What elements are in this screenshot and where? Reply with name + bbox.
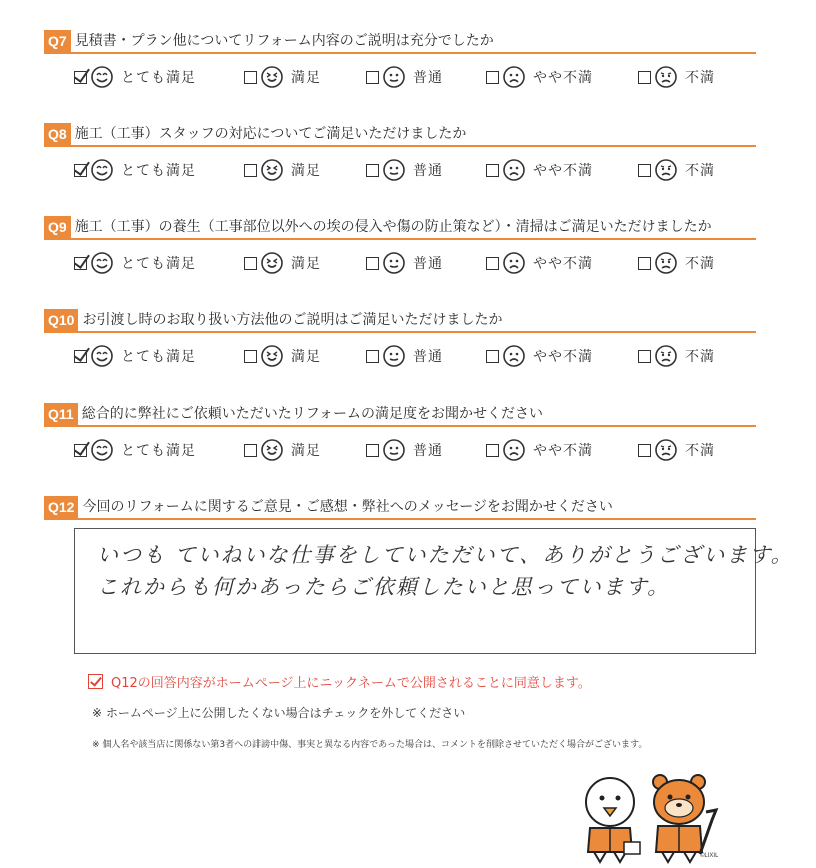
question-q7 xyxy=(44,28,756,92)
rating-checkbox[interactable] xyxy=(638,444,651,457)
rating-option[interactable] xyxy=(74,62,196,92)
rating-option-label: とても満足 xyxy=(121,349,196,365)
somewhat-dissatisfied-face-icon xyxy=(503,345,525,367)
rating-option-label: 不満 xyxy=(685,443,715,459)
handwritten-answer-line-2: これからも何かあったらご依頼したいと思っています。 xyxy=(97,575,671,599)
rating-options xyxy=(44,341,756,371)
rating-checkbox[interactable] xyxy=(638,164,651,177)
question-text: 見積書・プラン他についてリフォーム内容のご説明は充分でしたか xyxy=(74,33,494,49)
rating-checkbox[interactable] xyxy=(366,164,379,177)
very-satisfied-face-icon xyxy=(91,66,113,88)
consent-checkbox[interactable] xyxy=(88,674,103,689)
rating-option[interactable] xyxy=(486,341,593,371)
somewhat-dissatisfied-face-icon xyxy=(503,66,525,88)
neutral-face-icon xyxy=(383,252,405,274)
rating-option[interactable] xyxy=(74,435,196,465)
satisfied-face-icon xyxy=(261,159,283,181)
question-header xyxy=(44,494,756,520)
rating-option[interactable] xyxy=(244,248,321,278)
note-opt-out: ※ ホームページ上に公開したくない場合はチェックを外してください xyxy=(92,706,466,720)
rating-option[interactable] xyxy=(366,435,443,465)
rating-option-label: とても満足 xyxy=(121,163,196,179)
rating-option-label: 普通 xyxy=(413,256,443,272)
rating-option[interactable] xyxy=(486,155,593,185)
rating-checkbox[interactable] xyxy=(74,71,87,84)
question-q8 xyxy=(44,121,756,185)
neutral-face-icon xyxy=(383,345,405,367)
rating-option[interactable] xyxy=(244,341,321,371)
question-number-badge: Q11 xyxy=(44,403,78,425)
rating-option[interactable] xyxy=(74,248,196,278)
rating-checkbox[interactable] xyxy=(74,350,87,363)
rating-option-label: やや不満 xyxy=(533,443,593,459)
very-satisfied-face-icon xyxy=(91,345,113,367)
rating-checkbox[interactable] xyxy=(366,257,379,270)
rating-option[interactable] xyxy=(366,248,443,278)
dissatisfied-face-icon xyxy=(655,345,677,367)
dissatisfied-face-icon xyxy=(655,439,677,461)
rating-option-label: 満足 xyxy=(291,349,321,365)
rating-options xyxy=(44,248,756,278)
rating-option-label: やや不満 xyxy=(533,349,593,365)
question-header xyxy=(44,214,756,240)
rating-checkbox[interactable] xyxy=(366,71,379,84)
rating-checkbox[interactable] xyxy=(638,71,651,84)
rating-option[interactable] xyxy=(244,155,321,185)
rating-option-label: 普通 xyxy=(413,70,443,86)
rating-option-label: 満足 xyxy=(291,443,321,459)
rating-option[interactable] xyxy=(74,341,196,371)
rating-option[interactable] xyxy=(486,248,593,278)
rating-option[interactable] xyxy=(638,62,715,92)
question-text: お引渡し時のお取り扱い方法他のご説明はご満足いただけましたか xyxy=(82,312,503,328)
question-text: 施工（工事）の養生（工事部位以外への埃の侵入や傷の防止策など）・清掃はご満足いただけましたか xyxy=(74,219,712,235)
dissatisfied-face-icon xyxy=(655,159,677,181)
rating-option[interactable] xyxy=(486,62,593,92)
rating-checkbox[interactable] xyxy=(74,257,87,270)
very-satisfied-face-icon xyxy=(91,159,113,181)
bird-mascot xyxy=(586,778,640,862)
dissatisfied-face-icon xyxy=(655,252,677,274)
rating-option[interactable] xyxy=(486,435,593,465)
rating-checkbox[interactable] xyxy=(638,350,651,363)
question-q11 xyxy=(44,401,756,465)
note-deletion-policy: ※ 個人名や該当店に関係ない第3者への誹謗中傷、事実と異なる内容であった場合は、コメントを削除させていただく場合がございます。 xyxy=(92,740,648,750)
question-number-badge: Q10 xyxy=(44,309,78,331)
rating-checkbox[interactable] xyxy=(366,350,379,363)
rating-checkbox[interactable] xyxy=(366,444,379,457)
rating-option-label: 満足 xyxy=(291,256,321,272)
rating-option-label: 不満 xyxy=(685,163,715,179)
rating-checkbox[interactable] xyxy=(244,164,257,177)
question-text: 今回のリフォームに関するご意見・ご感想・弊社へのメッセージをお聞かせください xyxy=(82,499,613,515)
dissatisfied-face-icon xyxy=(655,66,677,88)
rating-option-label: 満足 xyxy=(291,70,321,86)
bear-mascot xyxy=(653,775,719,862)
satisfied-face-icon xyxy=(261,66,283,88)
neutral-face-icon xyxy=(383,159,405,181)
very-satisfied-face-icon xyxy=(91,252,113,274)
rating-option-label: 普通 xyxy=(413,443,443,459)
somewhat-dissatisfied-face-icon xyxy=(503,159,525,181)
somewhat-dissatisfied-face-icon xyxy=(503,252,525,274)
rating-option-label: とても満足 xyxy=(121,256,196,272)
question-header xyxy=(44,121,756,147)
rating-option[interactable] xyxy=(244,62,321,92)
lixil-copyright: ©LIXIL xyxy=(700,853,719,859)
rating-option-label: 普通 xyxy=(413,163,443,179)
question-header xyxy=(44,401,756,427)
rating-option-label: とても満足 xyxy=(121,443,196,459)
rating-options xyxy=(44,62,756,92)
rating-checkbox[interactable] xyxy=(244,257,257,270)
satisfied-face-icon xyxy=(261,439,283,461)
rating-option[interactable] xyxy=(366,341,443,371)
rating-checkbox[interactable] xyxy=(244,71,257,84)
rating-option[interactable] xyxy=(638,155,715,185)
rating-checkbox[interactable] xyxy=(638,257,651,270)
question-number-badge: Q9 xyxy=(44,216,71,238)
question-q10 xyxy=(44,307,756,371)
rating-option[interactable] xyxy=(638,248,715,278)
rating-checkbox[interactable] xyxy=(244,350,257,363)
rating-checkbox[interactable] xyxy=(74,164,87,177)
somewhat-dissatisfied-face-icon xyxy=(503,439,525,461)
consent-text: Q12の回答内容がホームページ上にニックネームで公開されることに同意します。 xyxy=(111,676,591,691)
neutral-face-icon xyxy=(383,439,405,461)
rating-checkbox[interactable] xyxy=(486,444,499,457)
rating-checkbox[interactable] xyxy=(486,71,499,84)
question-text: 総合的に弊社にご依頼いただいたリフォームの満足度をお聞かせください xyxy=(81,406,544,422)
rating-option-label: とても満足 xyxy=(121,70,196,86)
rating-option-label: 満足 xyxy=(291,163,321,179)
very-satisfied-face-icon xyxy=(91,439,113,461)
rating-checkbox[interactable] xyxy=(74,444,87,457)
comment-textarea[interactable] xyxy=(74,528,794,654)
rating-option-label: やや不満 xyxy=(533,70,593,86)
rating-option-label: やや不満 xyxy=(533,163,593,179)
satisfied-face-icon xyxy=(261,252,283,274)
consent-row xyxy=(88,672,591,691)
rating-option[interactable] xyxy=(366,62,443,92)
rating-options xyxy=(44,155,756,185)
question-number-badge: Q8 xyxy=(44,123,71,145)
rating-option[interactable] xyxy=(638,341,715,371)
rating-option[interactable] xyxy=(244,435,321,465)
question-q12 xyxy=(44,494,756,520)
rating-options xyxy=(44,435,756,465)
question-header xyxy=(44,28,756,54)
rating-option-label: 不満 xyxy=(685,349,715,365)
rating-checkbox[interactable] xyxy=(486,350,499,363)
question-text: 施工（工事）スタッフの対応についてご満足いただけましたか xyxy=(74,126,467,142)
satisfied-face-icon xyxy=(261,345,283,367)
rating-option-label: 不満 xyxy=(685,70,715,86)
rating-option-label: 普通 xyxy=(413,349,443,365)
neutral-face-icon xyxy=(383,66,405,88)
rating-option[interactable] xyxy=(366,155,443,185)
mascot-characters-illustration xyxy=(582,772,732,864)
rating-checkbox[interactable] xyxy=(486,257,499,270)
rating-option-label: やや不満 xyxy=(533,256,593,272)
rating-option-label: 不満 xyxy=(685,256,715,272)
rating-option[interactable] xyxy=(638,435,715,465)
question-header xyxy=(44,307,756,333)
rating-checkbox[interactable] xyxy=(244,444,257,457)
question-number-badge: Q7 xyxy=(44,30,71,52)
rating-checkbox[interactable] xyxy=(486,164,499,177)
rating-option[interactable] xyxy=(74,155,196,185)
question-q9 xyxy=(44,214,756,278)
question-number-badge: Q12 xyxy=(44,496,78,518)
handwritten-answer-line-1: いつも ていねいな仕事をしていただいて、ありがとうございます。 xyxy=(97,543,794,567)
